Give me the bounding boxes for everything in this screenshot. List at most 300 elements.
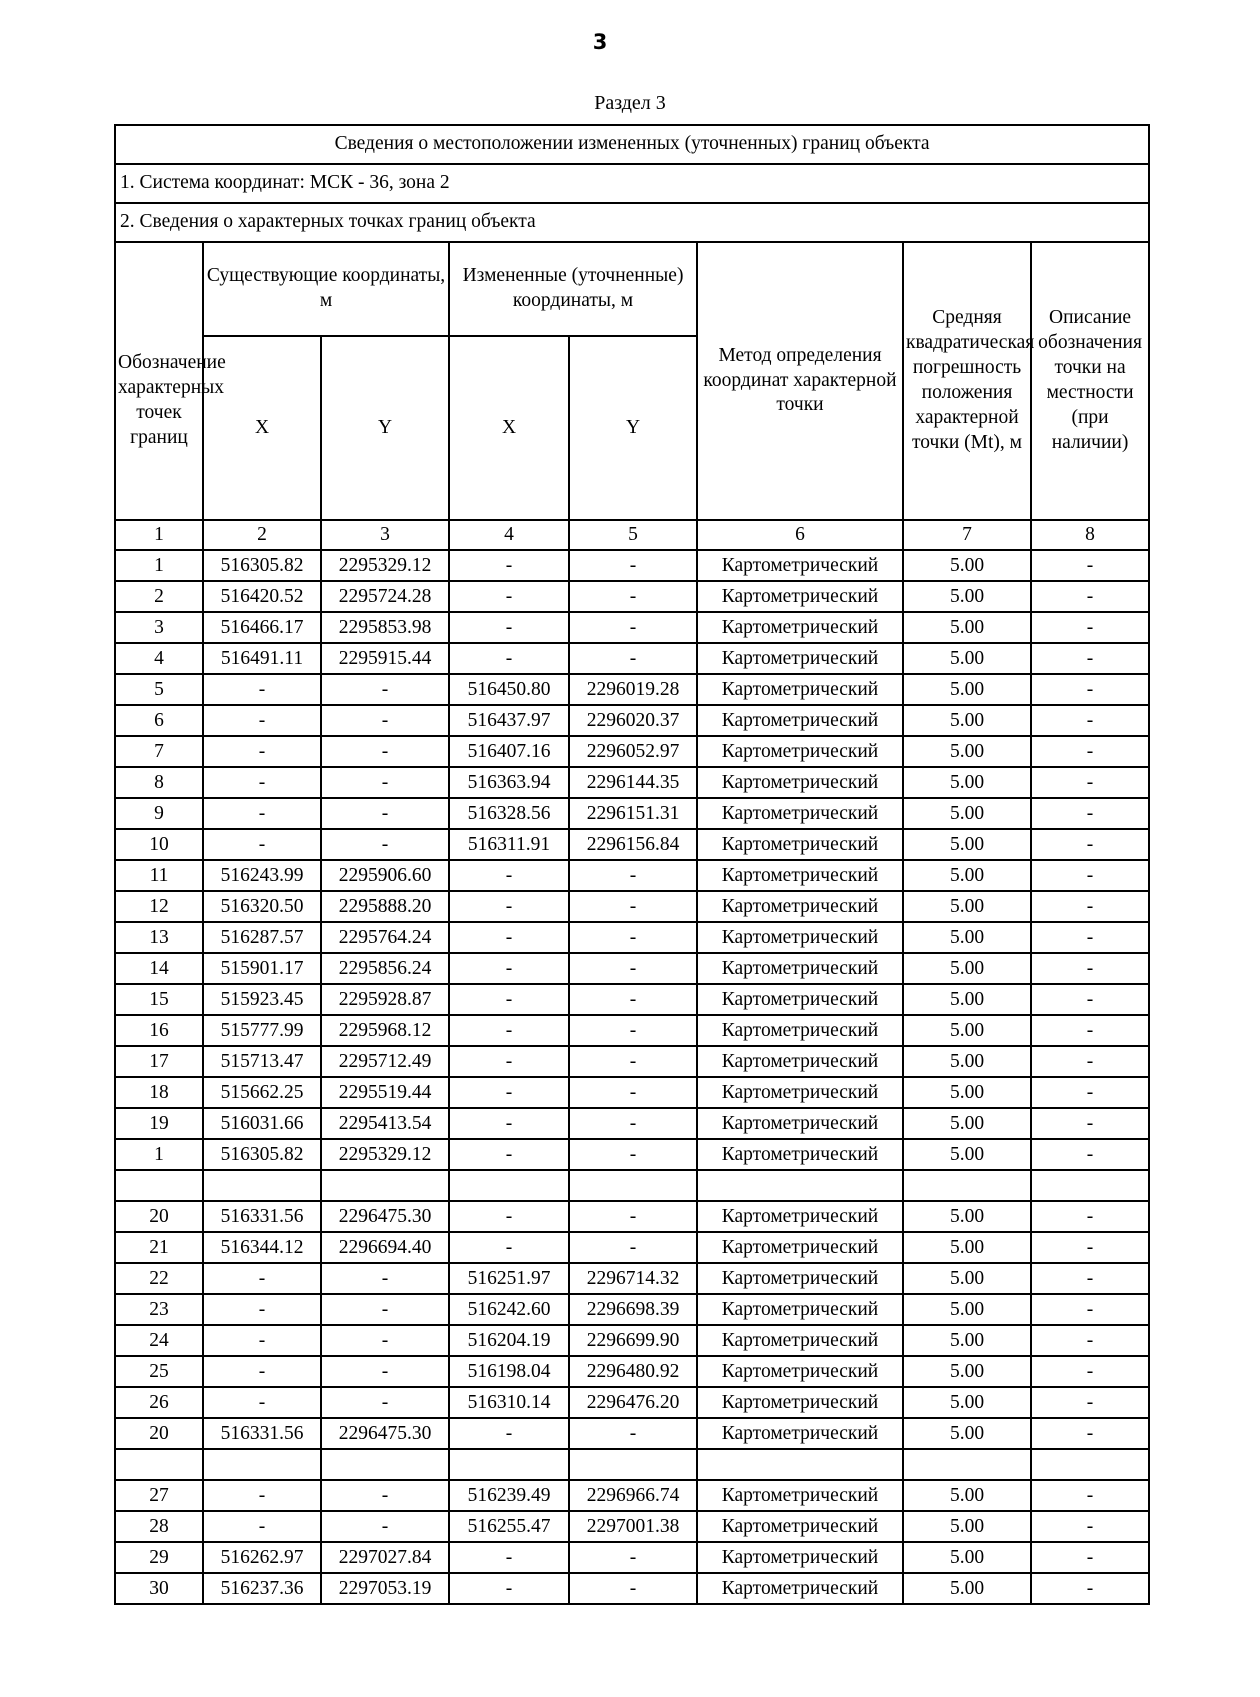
method-cell: Картометрический [697, 1573, 903, 1604]
changed-y-cell: - [569, 1046, 697, 1077]
existing-x-cell: - [203, 829, 321, 860]
changed-x-cell: - [449, 1077, 569, 1108]
description-cell: - [1031, 1015, 1149, 1046]
changed-y-cell: 2296966.74 [569, 1480, 697, 1511]
column-number: 8 [1031, 520, 1149, 550]
accuracy-cell: 5.00 [903, 984, 1031, 1015]
existing-y-cell: 2297027.84 [321, 1542, 449, 1573]
method-cell: Картометрический [697, 922, 903, 953]
description-cell: - [1031, 1480, 1149, 1511]
description-cell: - [1031, 922, 1149, 953]
method-cell: Картометрический [697, 643, 903, 674]
changed-x-cell [449, 1170, 569, 1201]
method-cell: Картометрический [697, 1511, 903, 1542]
changed-y-cell: 2296020.37 [569, 705, 697, 736]
point-designation-cell: 8 [115, 767, 203, 798]
column-number: 4 [449, 520, 569, 550]
table-row [115, 953, 1149, 984]
points-heading: 2. Сведения о характерных точках границ объекта [115, 203, 1149, 242]
method-cell: Картометрический [697, 798, 903, 829]
point-designation-cell: 22 [115, 1263, 203, 1294]
point-designation-cell: 18 [115, 1077, 203, 1108]
accuracy-cell: 5.00 [903, 829, 1031, 860]
existing-y-cell: 2295764.24 [321, 922, 449, 953]
existing-y-cell: - [321, 736, 449, 767]
changed-y-cell: 2296151.31 [569, 798, 697, 829]
table-row [115, 1170, 1149, 1201]
existing-y-cell: 2295519.44 [321, 1077, 449, 1108]
existing-y-cell: 2295968.12 [321, 1015, 449, 1046]
accuracy-cell: 5.00 [903, 767, 1031, 798]
point-designation-cell: 3 [115, 612, 203, 643]
description-cell: - [1031, 1418, 1149, 1449]
method-cell: Картометрический [697, 705, 903, 736]
changed-x-cell: - [449, 1418, 569, 1449]
changed-y-cell: - [569, 1418, 697, 1449]
column-number: 7 [903, 520, 1031, 550]
existing-y-cell [321, 1170, 449, 1201]
table-row [115, 1480, 1149, 1511]
accuracy-cell: 5.00 [903, 736, 1031, 767]
existing-x-cell: 516305.82 [203, 1139, 321, 1170]
existing-x-cell [203, 1449, 321, 1480]
table-row [115, 860, 1149, 891]
accuracy-cell: 5.00 [903, 1325, 1031, 1356]
existing-x-cell: 516420.52 [203, 581, 321, 612]
table-row [115, 984, 1149, 1015]
changed-y-cell: 2296480.92 [569, 1356, 697, 1387]
existing-y-cell: - [321, 1356, 449, 1387]
existing-x-cell: 515777.99 [203, 1015, 321, 1046]
method-cell: Картометрический [697, 1418, 903, 1449]
point-designation-cell: 16 [115, 1015, 203, 1046]
accuracy-cell [903, 1170, 1031, 1201]
description-cell: - [1031, 860, 1149, 891]
existing-y-cell: 2295724.28 [321, 581, 449, 612]
changed-y-cell: - [569, 643, 697, 674]
changed-y-cell: - [569, 1201, 697, 1232]
header-method: Метод определения координат характерной точки [697, 242, 903, 520]
changed-y-cell: 2296144.35 [569, 767, 697, 798]
table-row [115, 643, 1149, 674]
existing-y-cell [321, 1449, 449, 1480]
accuracy-cell: 5.00 [903, 1418, 1031, 1449]
accuracy-cell: 5.00 [903, 1294, 1031, 1325]
table-row [115, 581, 1149, 612]
description-cell: - [1031, 798, 1149, 829]
method-cell: Картометрический [697, 1046, 903, 1077]
table-row [115, 1015, 1149, 1046]
table-row [115, 891, 1149, 922]
table-row [115, 1542, 1149, 1573]
changed-y-cell: 2296698.39 [569, 1294, 697, 1325]
point-designation-cell: 19 [115, 1108, 203, 1139]
header-changed-x: X [449, 336, 569, 520]
method-cell: Картометрический [697, 1108, 903, 1139]
point-designation-cell: 5 [115, 674, 203, 705]
table-row [115, 1139, 1149, 1170]
coordinate-system: 1. Система координат: МСК - 36, зона 2 [115, 164, 1149, 203]
point-designation-cell: 30 [115, 1573, 203, 1604]
changed-x-cell: - [449, 643, 569, 674]
point-designation-cell: 17 [115, 1046, 203, 1077]
description-cell: - [1031, 1046, 1149, 1077]
method-cell: Картометрический [697, 1139, 903, 1170]
changed-x-cell: - [449, 1232, 569, 1263]
point-designation-cell: 23 [115, 1294, 203, 1325]
column-number: 5 [569, 520, 697, 550]
table-row [115, 1201, 1149, 1232]
point-designation-cell: 21 [115, 1232, 203, 1263]
existing-x-cell: 515713.47 [203, 1046, 321, 1077]
point-designation-cell [115, 1449, 203, 1480]
point-designation-cell: 24 [115, 1325, 203, 1356]
accuracy-cell: 5.00 [903, 1573, 1031, 1604]
changed-y-cell: 2296156.84 [569, 829, 697, 860]
changed-y-cell [569, 1170, 697, 1201]
method-cell: Картометрический [697, 1232, 903, 1263]
changed-x-cell: 516251.97 [449, 1263, 569, 1294]
existing-x-cell: 515662.25 [203, 1077, 321, 1108]
method-cell: Картометрический [697, 612, 903, 643]
point-designation-cell: 2 [115, 581, 203, 612]
existing-x-cell: 515923.45 [203, 984, 321, 1015]
changed-y-cell: - [569, 1542, 697, 1573]
existing-y-cell: - [321, 829, 449, 860]
accuracy-cell: 5.00 [903, 1108, 1031, 1139]
column-number: 3 [321, 520, 449, 550]
method-cell: Картометрический [697, 1480, 903, 1511]
description-cell: - [1031, 1511, 1149, 1542]
existing-y-cell: 2296694.40 [321, 1232, 449, 1263]
description-cell: - [1031, 1325, 1149, 1356]
description-cell: - [1031, 1201, 1149, 1232]
method-cell: Картометрический [697, 860, 903, 891]
existing-y-cell: 2295329.12 [321, 550, 449, 581]
existing-y-cell: - [321, 1480, 449, 1511]
existing-x-cell: - [203, 1480, 321, 1511]
accuracy-cell: 5.00 [903, 1387, 1031, 1418]
changed-x-cell: 516198.04 [449, 1356, 569, 1387]
existing-x-cell: - [203, 1263, 321, 1294]
point-designation-cell: 6 [115, 705, 203, 736]
existing-x-cell: 516262.97 [203, 1542, 321, 1573]
existing-y-cell: 2295888.20 [321, 891, 449, 922]
changed-x-cell: - [449, 1139, 569, 1170]
accuracy-cell: 5.00 [903, 1046, 1031, 1077]
changed-x-cell: - [449, 953, 569, 984]
method-cell: Картометрический [697, 1294, 903, 1325]
changed-x-cell: - [449, 1542, 569, 1573]
header-existing-y: Y [321, 336, 449, 520]
changed-x-cell: 516450.80 [449, 674, 569, 705]
column-number-row [115, 520, 1149, 550]
existing-x-cell: 516243.99 [203, 860, 321, 891]
existing-x-cell: 516305.82 [203, 550, 321, 581]
method-cell: Картометрический [697, 736, 903, 767]
point-designation-cell: 25 [115, 1356, 203, 1387]
method-cell: Картометрический [697, 581, 903, 612]
table-row [115, 1449, 1149, 1480]
description-cell: - [1031, 643, 1149, 674]
existing-x-cell: 516287.57 [203, 922, 321, 953]
accuracy-cell: 5.00 [903, 550, 1031, 581]
point-designation-cell: 29 [115, 1542, 203, 1573]
changed-x-cell: 516311.91 [449, 829, 569, 860]
changed-y-cell: - [569, 1232, 697, 1263]
method-cell: Картометрический [697, 1325, 903, 1356]
description-cell: - [1031, 891, 1149, 922]
point-designation-cell: 4 [115, 643, 203, 674]
method-cell [697, 1170, 903, 1201]
description-cell: - [1031, 705, 1149, 736]
changed-x-cell: 516310.14 [449, 1387, 569, 1418]
accuracy-cell: 5.00 [903, 612, 1031, 643]
header-existing-coords: Существующие координаты, м [203, 242, 449, 336]
existing-y-cell: - [321, 705, 449, 736]
existing-x-cell: 516237.36 [203, 1573, 321, 1604]
table-row [115, 1511, 1149, 1542]
description-cell: - [1031, 1263, 1149, 1294]
description-cell: - [1031, 1077, 1149, 1108]
description-cell: - [1031, 984, 1149, 1015]
accuracy-cell: 5.00 [903, 798, 1031, 829]
existing-y-cell: 2295928.87 [321, 984, 449, 1015]
method-cell: Картометрический [697, 1542, 903, 1573]
column-number: 2 [203, 520, 321, 550]
changed-y-cell: - [569, 612, 697, 643]
existing-x-cell: 516031.66 [203, 1108, 321, 1139]
description-cell: - [1031, 581, 1149, 612]
table-row [115, 1077, 1149, 1108]
accuracy-cell: 5.00 [903, 1480, 1031, 1511]
point-designation-cell: 20 [115, 1201, 203, 1232]
description-cell: - [1031, 1232, 1149, 1263]
accuracy-cell: 5.00 [903, 581, 1031, 612]
changed-y-cell: - [569, 1573, 697, 1604]
point-designation-cell: 14 [115, 953, 203, 984]
changed-y-cell: - [569, 891, 697, 922]
existing-y-cell: 2295712.49 [321, 1046, 449, 1077]
method-cell [697, 1449, 903, 1480]
method-cell: Картометрический [697, 1263, 903, 1294]
method-cell: Картометрический [697, 1356, 903, 1387]
point-designation-cell [115, 1170, 203, 1201]
changed-y-cell: - [569, 860, 697, 891]
point-designation-cell: 15 [115, 984, 203, 1015]
point-designation-cell: 9 [115, 798, 203, 829]
changed-x-cell: - [449, 984, 569, 1015]
changed-y-cell: - [569, 953, 697, 984]
existing-y-cell: - [321, 1294, 449, 1325]
existing-y-cell: - [321, 1511, 449, 1542]
table-row [115, 1294, 1149, 1325]
table-row [115, 550, 1149, 581]
table-row [115, 1573, 1149, 1604]
header-accuracy: Средняя квадратическая погрешность положения характерной точки (Mt), м [903, 242, 1031, 520]
description-cell: - [1031, 1108, 1149, 1139]
existing-x-cell: - [203, 736, 321, 767]
accuracy-cell: 5.00 [903, 922, 1031, 953]
changed-x-cell: - [449, 860, 569, 891]
method-cell: Картометрический [697, 1015, 903, 1046]
changed-x-cell: 516242.60 [449, 1294, 569, 1325]
description-cell: - [1031, 767, 1149, 798]
method-cell: Картометрический [697, 550, 903, 581]
point-designation-cell: 13 [115, 922, 203, 953]
accuracy-cell: 5.00 [903, 674, 1031, 705]
existing-y-cell: 2296475.30 [321, 1418, 449, 1449]
changed-y-cell: 2296476.20 [569, 1387, 697, 1418]
accuracy-cell [903, 1449, 1031, 1480]
changed-y-cell: - [569, 922, 697, 953]
changed-x-cell: - [449, 550, 569, 581]
table-row [115, 1046, 1149, 1077]
description-cell: - [1031, 674, 1149, 705]
description-cell: - [1031, 1356, 1149, 1387]
point-designation-cell: 11 [115, 860, 203, 891]
point-designation-cell: 28 [115, 1511, 203, 1542]
point-designation-cell: 1 [115, 1139, 203, 1170]
table-row [115, 1232, 1149, 1263]
description-cell: - [1031, 1294, 1149, 1325]
point-designation-cell: 26 [115, 1387, 203, 1418]
description-cell [1031, 1449, 1149, 1480]
existing-y-cell: 2295329.12 [321, 1139, 449, 1170]
point-designation-cell: 7 [115, 736, 203, 767]
table-row [115, 612, 1149, 643]
changed-y-cell [569, 1449, 697, 1480]
existing-x-cell: 515901.17 [203, 953, 321, 984]
existing-x-cell: - [203, 1294, 321, 1325]
changed-x-cell: - [449, 1015, 569, 1046]
changed-y-cell: 2296699.90 [569, 1325, 697, 1356]
description-cell: - [1031, 612, 1149, 643]
method-cell: Картометрический [697, 984, 903, 1015]
existing-y-cell: - [321, 798, 449, 829]
changed-y-cell: 2297001.38 [569, 1511, 697, 1542]
accuracy-cell: 5.00 [903, 1542, 1031, 1573]
table-row [115, 767, 1149, 798]
changed-x-cell: - [449, 612, 569, 643]
method-cell: Картометрический [697, 953, 903, 984]
existing-y-cell: - [321, 767, 449, 798]
method-cell: Картометрический [697, 1387, 903, 1418]
table-row [115, 1356, 1149, 1387]
header-changed-y: Y [569, 336, 697, 520]
changed-y-cell: 2296052.97 [569, 736, 697, 767]
description-cell: - [1031, 736, 1149, 767]
header-changed-coords: Измененные (уточненные) координаты, м [449, 242, 697, 336]
accuracy-cell: 5.00 [903, 1077, 1031, 1108]
changed-y-cell: 2296714.32 [569, 1263, 697, 1294]
existing-x-cell: 516320.50 [203, 891, 321, 922]
accuracy-cell: 5.00 [903, 1511, 1031, 1542]
changed-x-cell: 516437.97 [449, 705, 569, 736]
method-cell: Картометрический [697, 674, 903, 705]
changed-y-cell: 2296019.28 [569, 674, 697, 705]
changed-x-cell: 516328.56 [449, 798, 569, 829]
changed-x-cell [449, 1449, 569, 1480]
accuracy-cell: 5.00 [903, 1015, 1031, 1046]
existing-y-cell: 2295906.60 [321, 860, 449, 891]
existing-x-cell: 516466.17 [203, 612, 321, 643]
table-row [115, 1387, 1149, 1418]
table-row [115, 829, 1149, 860]
existing-x-cell: - [203, 767, 321, 798]
table-row [115, 922, 1149, 953]
changed-y-cell: - [569, 1015, 697, 1046]
description-cell: - [1031, 1139, 1149, 1170]
table-row [115, 705, 1149, 736]
changed-x-cell: - [449, 1201, 569, 1232]
description-cell [1031, 1170, 1149, 1201]
table-row [115, 1325, 1149, 1356]
changed-x-cell: - [449, 922, 569, 953]
existing-x-cell: - [203, 798, 321, 829]
method-cell: Картометрический [697, 1077, 903, 1108]
changed-x-cell: 516204.19 [449, 1325, 569, 1356]
changed-x-cell: 516363.94 [449, 767, 569, 798]
description-cell: - [1031, 1573, 1149, 1604]
changed-x-cell: - [449, 1108, 569, 1139]
existing-y-cell: - [321, 674, 449, 705]
existing-x-cell: 516344.12 [203, 1232, 321, 1263]
existing-y-cell: - [321, 1325, 449, 1356]
header-designation: Обозначение характерных точек границ [115, 242, 203, 520]
point-designation-cell: 1 [115, 550, 203, 581]
changed-x-cell: - [449, 891, 569, 922]
table-title: Сведения о местоположении измененных (уточненных) границ объекта [115, 125, 1149, 164]
point-designation-cell: 20 [115, 1418, 203, 1449]
existing-y-cell: 2295853.98 [321, 612, 449, 643]
accuracy-cell: 5.00 [903, 1139, 1031, 1170]
method-cell: Картометрический [697, 767, 903, 798]
accuracy-cell: 5.00 [903, 1201, 1031, 1232]
existing-x-cell: 516491.11 [203, 643, 321, 674]
accuracy-cell: 5.00 [903, 891, 1031, 922]
section-title: Раздел 3 [594, 92, 666, 114]
description-cell: - [1031, 829, 1149, 860]
existing-x-cell: - [203, 674, 321, 705]
changed-y-cell: - [569, 550, 697, 581]
accuracy-cell: 5.00 [903, 1263, 1031, 1294]
existing-y-cell: 2297053.19 [321, 1573, 449, 1604]
point-designation-cell: 10 [115, 829, 203, 860]
changed-y-cell: - [569, 1077, 697, 1108]
existing-x-cell: - [203, 1356, 321, 1387]
accuracy-cell: 5.00 [903, 860, 1031, 891]
table-row [115, 736, 1149, 767]
page-number: 3 [592, 30, 608, 54]
description-cell: - [1031, 1542, 1149, 1573]
table-row [115, 674, 1149, 705]
changed-y-cell: - [569, 984, 697, 1015]
changed-x-cell: - [449, 1046, 569, 1077]
header-description: Описание обозначения точки на местности (при наличии) [1031, 242, 1149, 520]
changed-x-cell: 516407.16 [449, 736, 569, 767]
accuracy-cell: 5.00 [903, 643, 1031, 674]
method-cell: Картометрический [697, 891, 903, 922]
point-designation-cell: 27 [115, 1480, 203, 1511]
existing-x-cell: 516331.56 [203, 1418, 321, 1449]
table-row [115, 1108, 1149, 1139]
description-cell: - [1031, 953, 1149, 984]
column-number: 1 [115, 520, 203, 550]
existing-y-cell: - [321, 1387, 449, 1418]
description-cell: - [1031, 1387, 1149, 1418]
changed-x-cell: 516255.47 [449, 1511, 569, 1542]
